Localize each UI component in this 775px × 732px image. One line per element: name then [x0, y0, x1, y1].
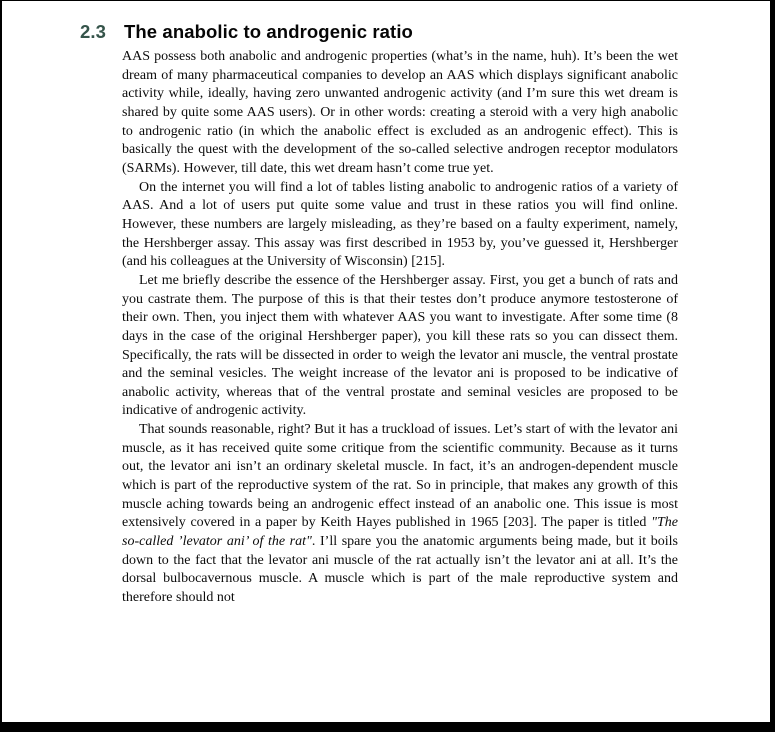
paragraph-text: That sounds reasonable, right? But it has a truckload of issues. Let’s start of with the levator ani muscle, as it has received quite some critique from the scientific community. Because as it turns out, the levator ani isn’t an ordinary skeletal muscle. In fact, it’s an androgen-dependent muscle which is part of the reproductive system of the rat. So in principle, that makes any growth of this muscle aching towards being an androgenic effect instead of an anabolic one. This issue is most extensively covered in a paper by Keith Hayes published in 1965 [203]. The paper is titled	[122, 422, 678, 531]
paragraph-text: . I’ll spare you the anatomic arguments being made, but it boils down to the fact that the levator ani muscle of the rat actually isn’t the levator ani at all. It’s the dorsal bulbocavernous muscle. A muscle which is part of the male reproductive system and therefore should not	[122, 534, 678, 606]
paragraph-text: On the internet you will find a lot of tables listing anabolic to androgenic ratios of a variety of AAS. And a lot of users put quite some value and trust in these ratios you will find online. However, these numbers are largely misleading, as they’re based on a faulty experiment, namely, the Hershberger assay. This assay was first described in 1953 by, you’ve guessed it, Hershberger (and his colleagues at the University of Wisconsin) [215].	[122, 179, 678, 270]
book-page	[2, 1, 770, 722]
section-title: The anabolic to androgenic ratio	[124, 21, 413, 42]
paragraph-text: Let me briefly describe the essence of the Hershberger assay. First, you get a bunch of rats and you castrate them. The purpose of this is that their testes don’t produce anymore testosterone of their own. Then, you inject them with whatever AAS you want to investigate. After some time (8 days in the case of the original Hershberger paper), you kill these rats so you can dissect them. Specifically, the rats will be dissected in order to weigh the levator ani muscle, the ventral prostate and the seminal vesicles. The weight increase of the levator ani is proposed to be indicative of anabolic activity, whereas that of the ventral prostate and seminal vesicles are proposed to be indicative of androgenic activity.	[122, 272, 678, 419]
paragraph	[122, 48, 678, 179]
paragraph	[122, 179, 678, 272]
paragraph	[122, 421, 678, 608]
section-number: 2.3	[80, 21, 107, 42]
section-heading	[80, 21, 413, 43]
paragraph-text: AAS possess both anabolic and androgenic properties (what’s in the name, huh). It’s been the wet dream of many pharmaceutical companies to develop an AAS which displays significant anabolic activity while, ideally, having zero unwanted androgenic activity (and I’m sure this wet dream is shared by quite some AAS users). Or in other words: creating a steroid with a very high anabolic to androgenic ratio (in which the anabolic effect is excluded as an androgenic effect). This is basically the quest with the development of the so-called selective androgen receptor modulators (SARMs). However, till date, this wet dream hasn’t come true yet.	[122, 49, 678, 176]
page-content	[122, 48, 678, 608]
paragraph	[122, 272, 678, 421]
paper-title-italic: "The so-called ’levator ani’ of the rat"	[122, 515, 678, 550]
